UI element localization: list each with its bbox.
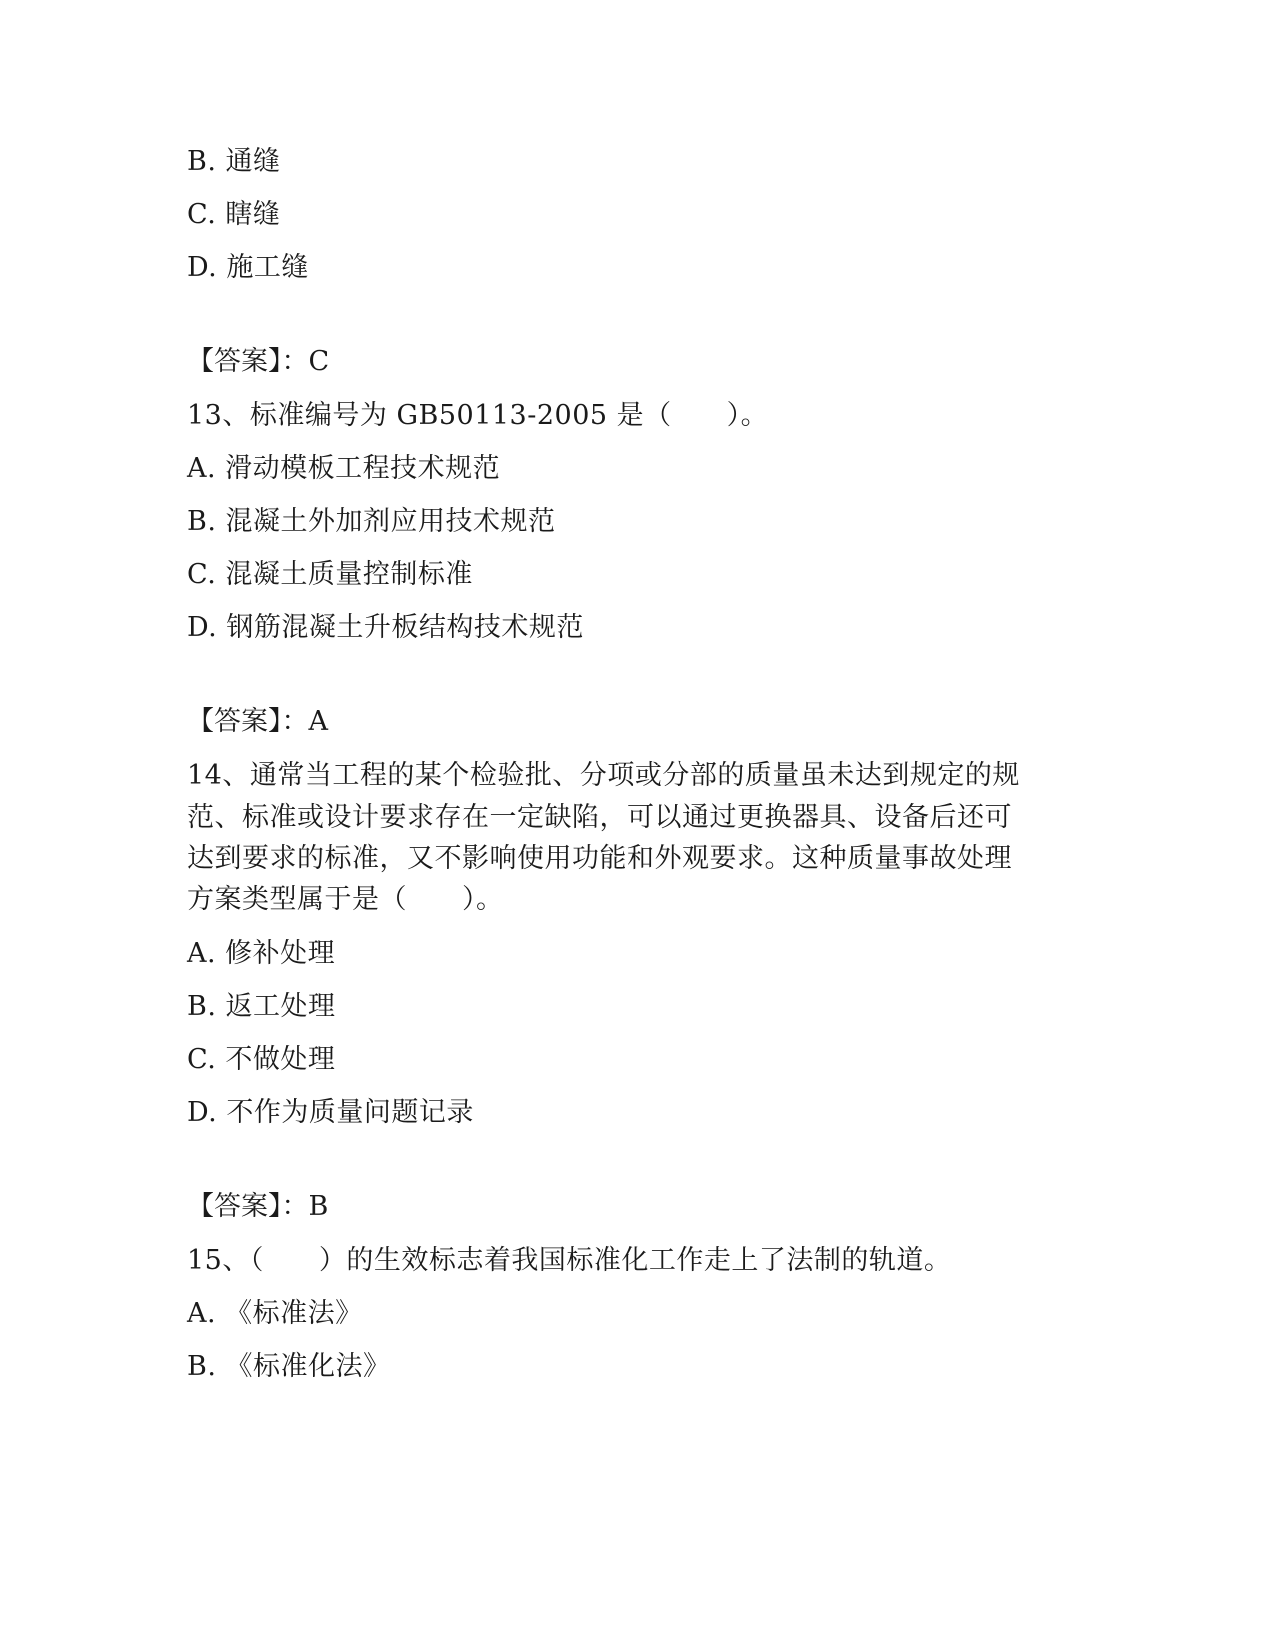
q15-option-a: A. 《标准法》 — [187, 1298, 363, 1329]
q14-option-b: B. 返工处理 — [187, 991, 336, 1022]
q12-option-d: D. 施工缝 — [187, 252, 309, 283]
q14-option-d: D. 不作为质量问题记录 — [187, 1097, 474, 1128]
q14-answer: 【答案】：B — [187, 1191, 329, 1222]
q13-answer: 【答案】：A — [187, 706, 328, 737]
q14-option-c: C. 不做处理 — [187, 1044, 336, 1075]
q13-option-a: A. 滑动模板工程技术规范 — [187, 453, 501, 484]
q15-question: 15、（ ）的生效标志着我国标准化工作走上了法制的轨道。 — [187, 1245, 952, 1276]
q13-option-c: C. 混凝土质量控制标准 — [187, 559, 473, 590]
q12-option-c: C. 瞎缝 — [187, 199, 281, 230]
q13-option-d: D. 钢筋混凝土升板结构技术规范 — [187, 612, 584, 643]
q14-question-line-2: 范、标准或设计要求存在一定缺陷，可以通过更换器具、设备后还可 — [187, 802, 1012, 833]
q15-option-b: B. 《标准化法》 — [187, 1351, 391, 1382]
q14-option-a: A. 修补处理 — [187, 938, 336, 969]
q12-answer: 【答案】：C — [187, 346, 330, 377]
q12-option-b: B. 通缝 — [187, 146, 281, 177]
q14-question-line-3: 达到要求的标准，又不影响使用功能和外观要求。这种质量事故处理 — [187, 843, 1012, 874]
q13-question: 13、标准编号为 GB50113-2005 是（ ）。 — [187, 400, 769, 431]
q14-question-line-1: 14、通常当工程的某个检验批、分项或分部的质量虽未达到规定的规 — [187, 760, 1020, 791]
q13-option-b: B. 混凝土外加剂应用技术规范 — [187, 506, 556, 537]
q14-question-line-4: 方案类型属于是（ ）。 — [187, 884, 504, 915]
